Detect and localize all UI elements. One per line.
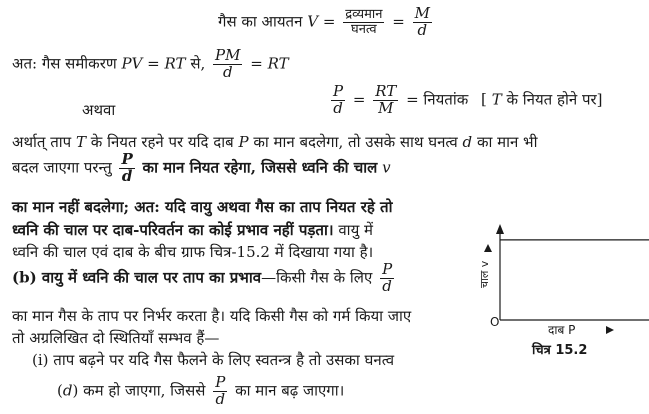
para1-line1 bbox=[12, 132, 538, 152]
speed-pressure-graph bbox=[478, 212, 649, 382]
y-axis-arrow-icon bbox=[496, 224, 504, 234]
y-label-arrow-icon bbox=[484, 244, 492, 252]
var: d bbox=[62, 381, 73, 400]
para1-line2 bbox=[12, 152, 391, 185]
frac-den: d bbox=[417, 20, 428, 39]
item-i-line1: (i) ताप बढ़ने पर यदि गैस फैलने के लिए स्वतन्त्र है तो उसका घनत्व bbox=[32, 351, 395, 369]
frac-num: P bbox=[382, 260, 393, 278]
text: = नियतांक bbox=[406, 90, 469, 109]
athva-label: अथवा bbox=[82, 101, 116, 119]
item-i-line2 bbox=[57, 375, 344, 408]
frac-num: M bbox=[414, 4, 430, 22]
var: T bbox=[76, 133, 87, 151]
text: के नियत रहने पर यदि दाब bbox=[90, 133, 234, 151]
rt-m-fraction bbox=[373, 84, 398, 117]
text: का मान बढ़ जाएगा। bbox=[235, 381, 345, 400]
m-d-fraction bbox=[413, 6, 432, 39]
frac-num: द्रव्यमान bbox=[345, 7, 383, 23]
mass-density-fraction bbox=[343, 8, 384, 36]
p-d-fraction bbox=[119, 152, 134, 185]
frac-den: d bbox=[382, 276, 392, 295]
volume-equation bbox=[218, 6, 435, 39]
text: का मान भी bbox=[476, 133, 538, 151]
para1-line5: ध्वनि की चाल एवं दाब के बीच ग्राफ चित्र-15.2 में दिखाया गया है। bbox=[12, 243, 374, 261]
para1-line4 bbox=[12, 220, 373, 240]
text: अर्थात् ताप bbox=[12, 133, 72, 151]
constant-ratio-equation bbox=[328, 84, 602, 117]
x-label-arrow-icon bbox=[606, 326, 614, 334]
text: अत: गैस समीकरण bbox=[12, 54, 117, 73]
var: d bbox=[462, 133, 473, 151]
x-axis-label: दाब P bbox=[548, 323, 576, 337]
origin-label: O bbox=[490, 315, 500, 329]
equals-sign: = bbox=[392, 12, 405, 31]
frac-den: d bbox=[215, 389, 226, 408]
frac-den: d bbox=[222, 62, 233, 81]
frac-den: d bbox=[333, 98, 343, 117]
pv-rt: PV = RT bbox=[121, 54, 186, 73]
equals-sign: = bbox=[352, 90, 366, 109]
var: P bbox=[238, 133, 249, 151]
text: ध्वनि की चाल पर दाब-परिवर्तन का कोई प्रभाव नहीं पड़ता। bbox=[12, 221, 334, 239]
frac-den: M bbox=[378, 98, 394, 117]
text: का मान नियत रहेगा, जिससे ध्वनि की चाल bbox=[142, 158, 378, 177]
text: —किसी गैस के लिए bbox=[261, 268, 373, 287]
section-b-line3: तो अग्रलिखित दो स्थितियाँ सम्भव हैं— bbox=[12, 329, 220, 347]
volume-var: V bbox=[307, 12, 319, 31]
text: का मान बदलेगा, तो उसके साथ घनत्व bbox=[253, 133, 458, 151]
rhs: = RT bbox=[250, 54, 289, 73]
text: वायु में bbox=[338, 221, 374, 239]
p-d-fraction bbox=[380, 262, 394, 295]
section-b-line1 bbox=[12, 262, 397, 295]
frac-num: PM bbox=[215, 46, 241, 64]
frac-num: P bbox=[333, 82, 344, 100]
pm-d-fraction bbox=[213, 48, 242, 81]
t-var: T bbox=[491, 90, 502, 109]
text: ) कम हो जाएगा, जिससे bbox=[72, 381, 206, 400]
gas-equation-line bbox=[12, 48, 289, 81]
equals-sign: = bbox=[322, 12, 336, 31]
p-d-fraction bbox=[331, 84, 345, 117]
frac-den: d bbox=[121, 166, 133, 185]
text: ( bbox=[57, 381, 63, 400]
text: से, bbox=[190, 54, 206, 73]
frac-num: P bbox=[215, 373, 226, 391]
frac-num: RT bbox=[375, 82, 397, 100]
p-d-fraction bbox=[213, 375, 227, 408]
var: v bbox=[382, 158, 391, 177]
para1-line3: का मान नहीं बदलेगा; अत: यदि वायु अथवा गैस का ताप नियत रहे तो bbox=[12, 198, 393, 216]
text: बदल जाएगा परन्तु bbox=[12, 158, 112, 177]
frac-den: घनत्व bbox=[351, 21, 377, 37]
section-b-line2: का मान गैस के ताप पर निर्भर करता है। यदि किसी गैस को गर्म किया जाए bbox=[12, 307, 412, 325]
bracket: [ bbox=[481, 90, 487, 109]
y-axis-label: चाल v bbox=[478, 260, 491, 288]
volume-label: गैस का आयतन bbox=[218, 12, 303, 31]
section-heading: (b) वायु में ध्वनि की चाल पर ताप का प्रभाव bbox=[12, 268, 262, 287]
figure-caption: चित्र 15.2 bbox=[532, 343, 588, 358]
frac-num: P bbox=[121, 150, 133, 168]
text: के नियत होने पर] bbox=[506, 90, 603, 109]
